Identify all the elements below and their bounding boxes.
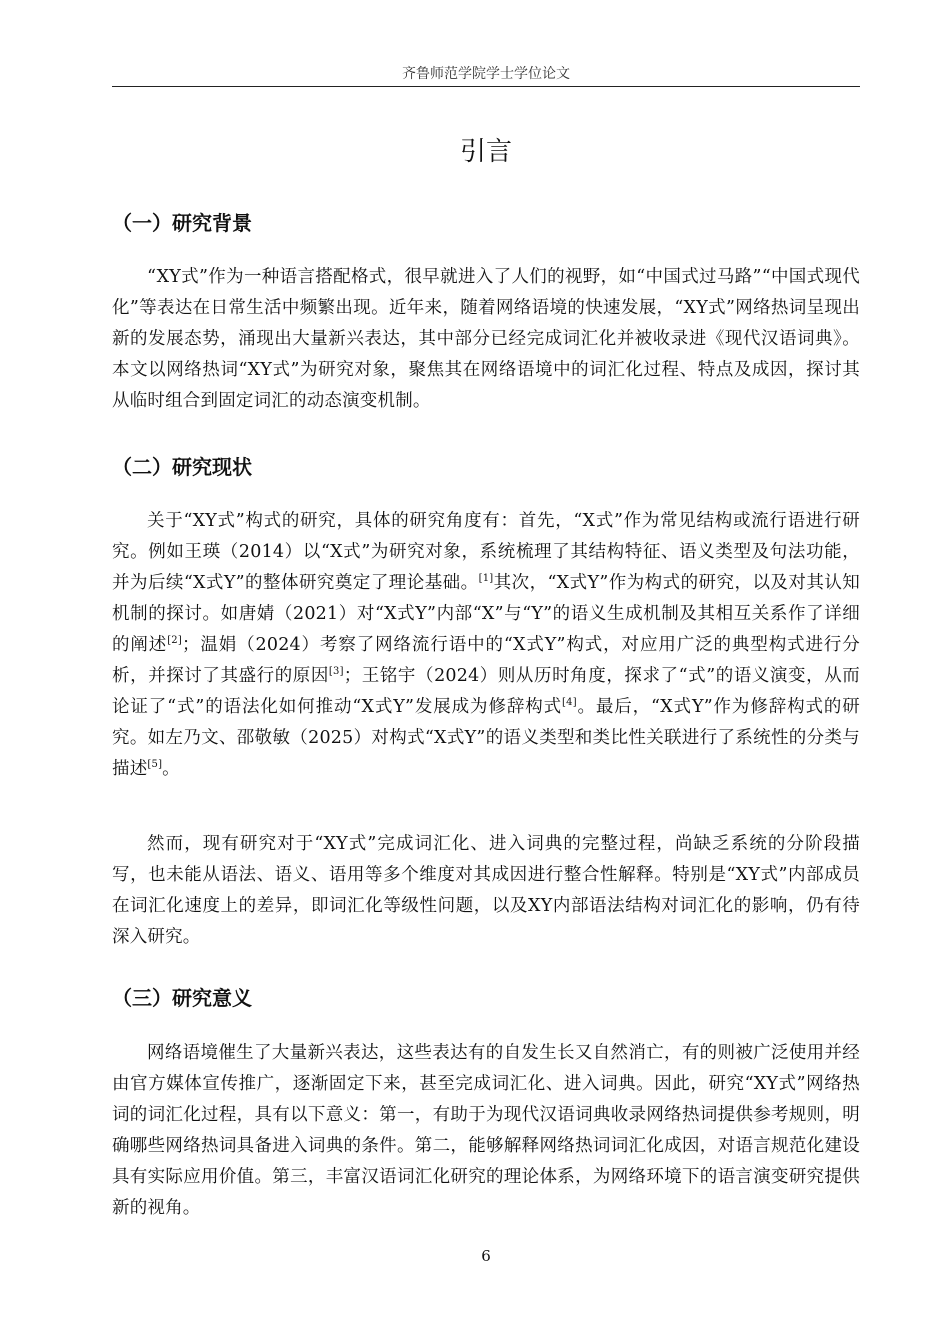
paragraph-text: ；温娟（2024）考察了网络流行语中的“X式Y”构式，对应用广泛的典型构式进行分析，并探讨了其盛行的原因 (112, 635, 860, 686)
body-paragraph (112, 506, 860, 785)
paragraph-text: 。 (162, 759, 180, 779)
section-heading-significance: （三）研究意义 (112, 986, 252, 1010)
paragraph-text: 关于“XY式”构式的研究，具体的研究角度有：首先，“X式”作为常见结构或流行语进行研究。例如王瑛（2014）以“X式”为研究对象，系统梳理了其结构特征、语义类型及句法功能，并为后续“X式Y”的整体研究奠定了理论基础。 (112, 511, 860, 593)
citation-marker: [5] (147, 759, 163, 771)
citation-marker: [4] (562, 697, 577, 709)
page-number: 6 (481, 1247, 491, 1265)
body-paragraph (112, 829, 860, 953)
header-rule (112, 86, 860, 87)
paragraph-text: 。最后，“X式Y”作为修辞构式的研究。如左乃文、邵敬敏（2025）对构式“X式Y”的语义类型和类比性关联进行了系统性的分类与描述 (112, 697, 860, 779)
section-heading-background: （一）研究背景 (112, 211, 252, 235)
section-heading-status: （二）研究现状 (112, 455, 252, 479)
chapter-title: 引言 (459, 137, 512, 167)
paragraph-text: 然而，现有研究对于“XY式”完成词汇化、进入词典的完整过程，尚缺乏系统的分阶段描写，也未能从语法、语义、语用等多个维度对其成因进行整合性解释。特别是“XY式”内部成员在词汇化速度上的差异，即词汇化等级性问题，以及XY内部语法结构对词汇化的影响，仍有待深入研究。 (112, 834, 860, 947)
citation-marker: [1] (478, 573, 494, 585)
citation-marker: [2] (167, 635, 182, 647)
paragraph-text: 其次，“X式Y”作为构式的研究，以及对其认知机制的探讨。如唐婧（2021）对“X式Y”内部“X”与“Y”的语义生成机制及其相互关系作了详细的阐述 (112, 573, 860, 655)
citation-marker: [3] (328, 666, 344, 678)
paragraph-text: “XY式”作为一种语言搭配格式，很早就进入了人们的视野，如“中国式过马路”“中国式现代化”等表达在日常生活中频繁出现。近年来，随着网络语境的快速发展，“XY式”网络热词呈现出新的发展态势，涌现出大量新兴表达，其中部分已经完成词汇化并被收录进《现代汉语词典》。本文以网络热词“XY式”为研究对象，聚焦其在网络语境中的词汇化过程、特点及成因，探讨其从临时组合到固定词汇的动态演变机制。 (112, 267, 860, 411)
paragraph-text: 网络语境催生了大量新兴表达，这些表达有的自发生长又自然消亡，有的则被广泛使用并经由官方媒体宣传推广，逐渐固定下来，甚至完成词汇化、进入词典。因此，研究“XY式”网络热词的词汇化过程，具有以下意义：第一，有助于为现代汉语词典收录网络热词提供参考规则，明确哪些网络热词具备进入词典的条件。第二，能够解释网络热词词汇化成因，对语言规范化建设具有实际应用价值。第三，丰富汉语词汇化研究的理论体系，为网络环境下的语言演变研究提供新的视角。 (112, 1043, 860, 1218)
paragraph-text: ；王铭宇（2024）则从历时角度，探求了“式”的语义演变，从而论证了“式”的语法化如何推动“X式Y”发展成为修辞构式 (112, 666, 860, 717)
running-header: 齐鲁师范学院学士学位论文 (402, 66, 570, 82)
body-paragraph (112, 1038, 860, 1224)
body-paragraph (112, 262, 860, 417)
